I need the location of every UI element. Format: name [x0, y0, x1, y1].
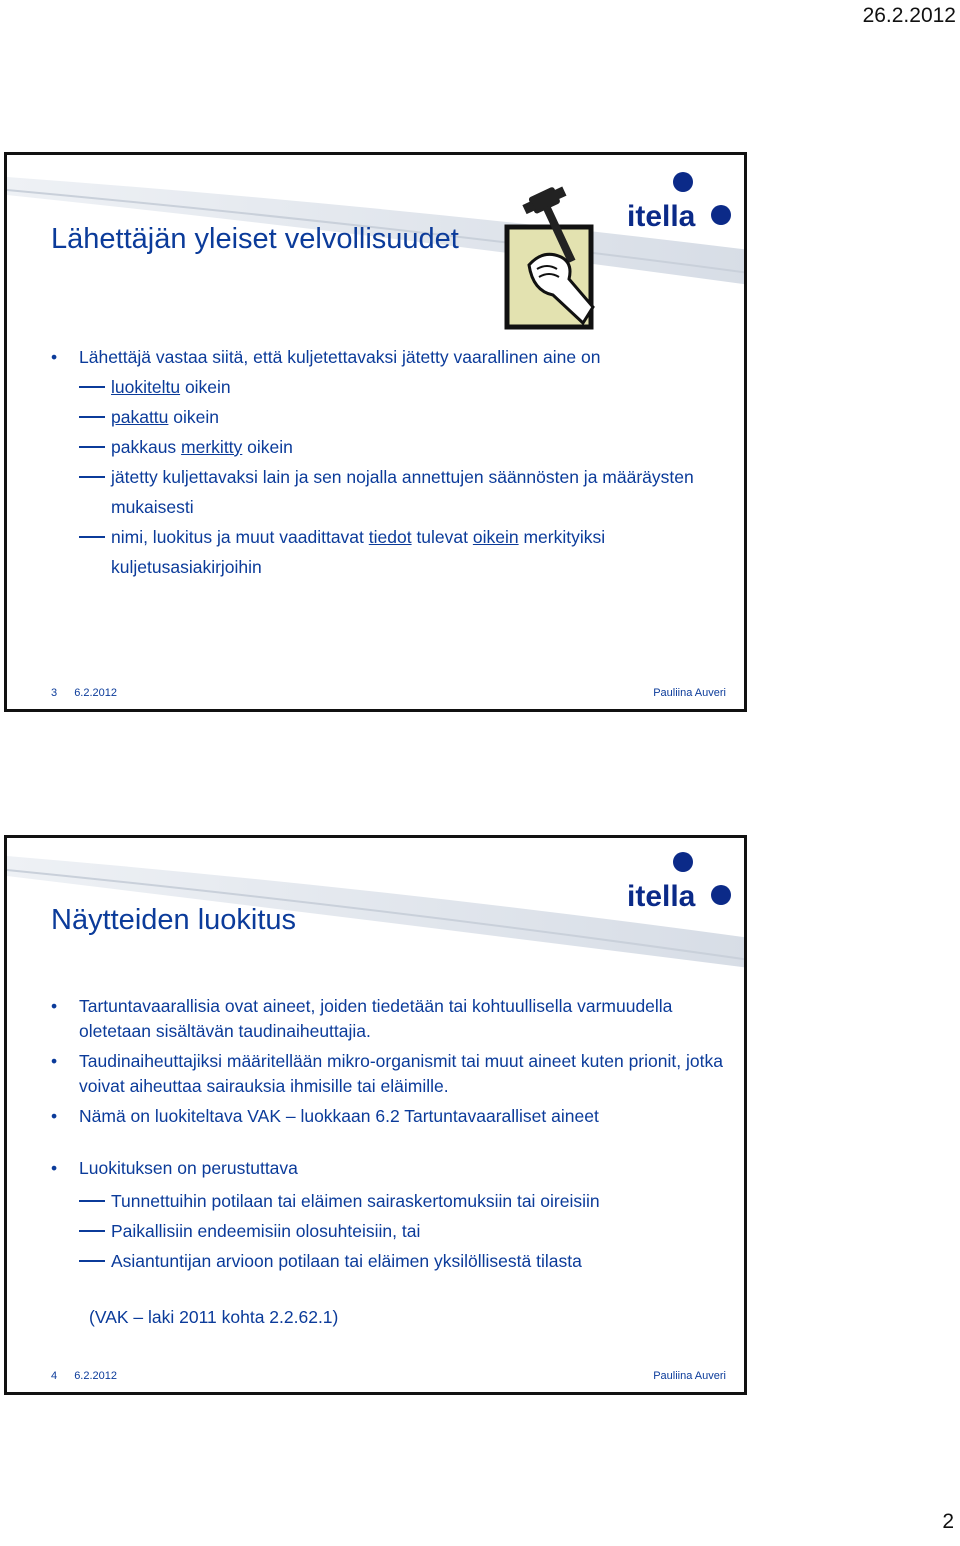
- gavel-icon: [503, 183, 607, 333]
- slide-author: Pauliina Auveri: [653, 1370, 726, 1382]
- page-date: 26.2.2012: [862, 4, 956, 27]
- slide-date: 6.2.2012: [74, 1370, 118, 1382]
- slide-footer: [51, 1370, 726, 1382]
- sub-item: Paikallisiin endeemisiin olosuhteisiin, tai: [51, 1216, 731, 1246]
- slide-author: Pauliina Auveri: [653, 687, 726, 699]
- sub-item: luokiteltu oikein: [51, 372, 731, 402]
- slide-number: 3: [51, 687, 58, 699]
- bullet-item: • Nämä on luokiteltava VAK – luokkaan 6.2 Tartuntavaaralliset aineet: [51, 1104, 731, 1129]
- slide-4: [4, 835, 747, 1395]
- bullet-item: • Taudinaiheuttajiksi määritellään mikro-organismit tai muut aineet kuten prionit, jotka voivat aiheuttaa sairauksia ihmisille tai eläimille.: [51, 1049, 731, 1099]
- itella-logo-text: itella: [627, 200, 696, 233]
- sub-item: nimi, luokitus ja muut vaadittavat tiedot tulevat oikein merkityiksi kuljetusasiakirjoihin: [51, 522, 731, 582]
- slide-body: [51, 994, 731, 1332]
- slide-title: Näytteiden luokitus: [51, 904, 297, 936]
- slide-date: 6.2.2012: [74, 687, 118, 699]
- itella-logo-text: itella: [627, 880, 696, 913]
- slide-title: Lähettäjän yleiset velvollisuudet: [51, 223, 459, 255]
- page-number: 2: [942, 1510, 954, 1533]
- sub-item: jätetty kuljettavaksi lain ja sen nojalla annettujen säännösten ja määräysten mukaisesti: [51, 462, 731, 522]
- sub-item: Asiantuntijan arvioon potilaan tai eläimen yksilöllisestä tilasta: [51, 1246, 731, 1276]
- sub-item: pakkaus merkitty oikein: [51, 432, 731, 462]
- slide-3: [4, 152, 747, 712]
- sub-item: Tunnettuihin potilaan tai eläimen sairaskertomuksiin tai oireisiin: [51, 1186, 731, 1216]
- bullet-item: • Tartuntavaarallisia ovat aineet, joiden tiedetään tai kohtuullisella varmuudella oletetaan sisältävän taudinaiheuttajia.: [51, 994, 731, 1044]
- slide-body: [51, 342, 731, 582]
- bullet-item: • Lähettäjä vastaa siitä, että kuljetettavaksi jätetty vaarallinen aine on: [51, 342, 731, 372]
- law-reference: (VAK – laki 2011 kohta 2.2.62.1): [89, 1307, 339, 1327]
- bullet-item: • Luokituksen on perustuttava: [51, 1156, 731, 1181]
- slide-number: 4: [51, 1370, 58, 1382]
- sub-item: pakattu oikein: [51, 402, 731, 432]
- itella-logo: [627, 850, 739, 920]
- slide-footer: [51, 687, 726, 699]
- itella-logo: [627, 170, 739, 240]
